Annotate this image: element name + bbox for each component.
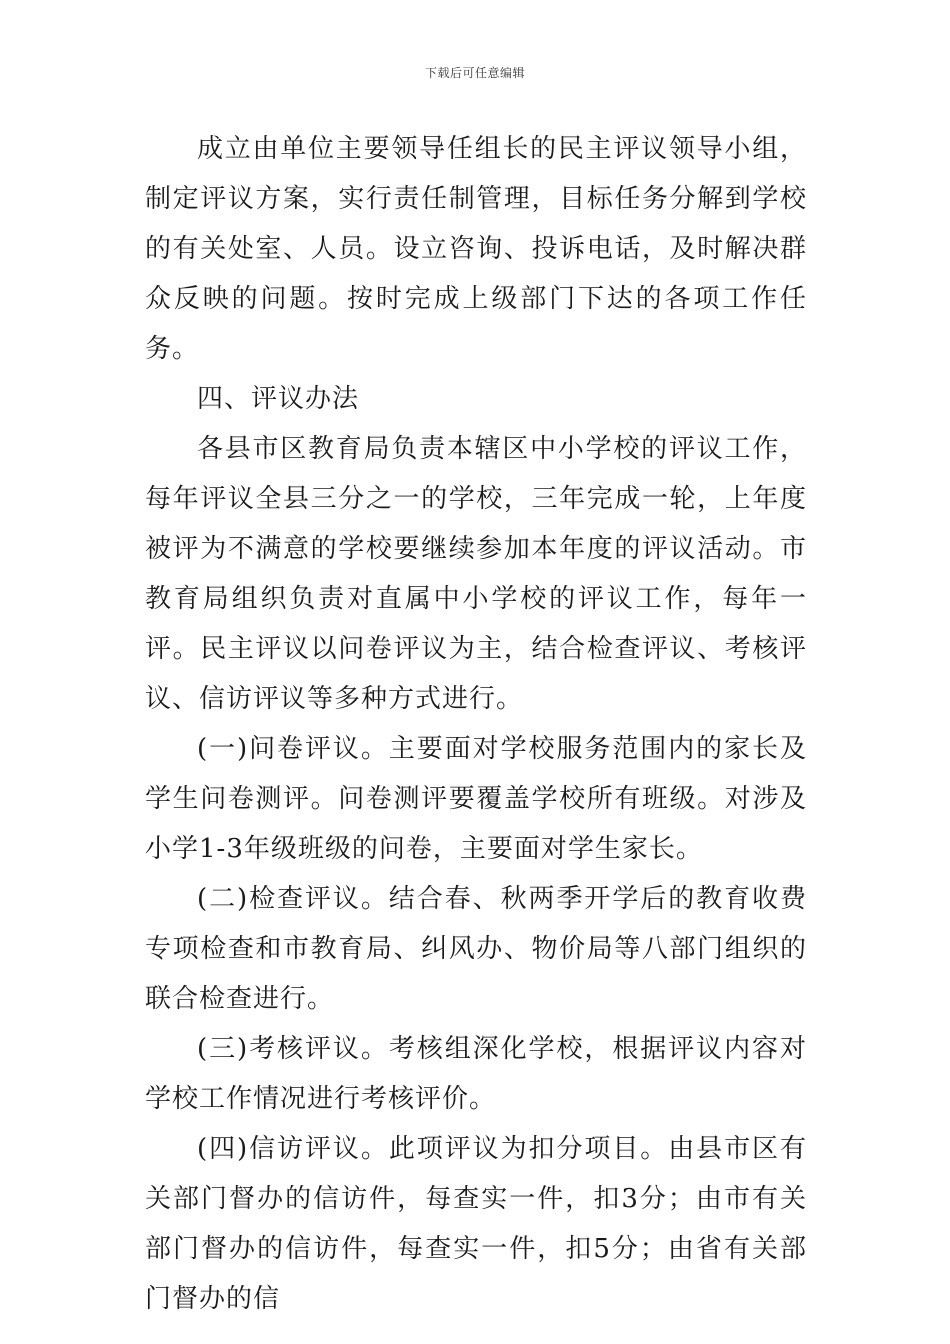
paragraph-county-evaluation: 各县市区教育局负责本辖区中小学校的评议工作，每年评议全县三分之一的学校，三年完成一轮，上年度被评为不满意的学校要继续参加本年度的评议活动。市教育局组织负责对直属中小学校的评议工作，每年一评。民主评议以问卷评议为主，结合检查评议、考核评议、信访评议等多种方式进行。 — [145, 434, 807, 714]
page-header: 下载后可任意编辑 — [424, 66, 525, 80]
paragraph-leadership: 成立由单位主要领导任组长的民主评议领导小组，制定评议方案，实行责任制管理，目标任务分解到学校的有关处室、人员。设立咨询、投诉电话，及时解决群众反映的问题。按时完成上级部门下达的各项工作任务。 — [145, 134, 807, 364]
paragraph-assessment: (三)考核评议。考核组深化学校，根据评议内容对学校工作情况进行考核评价。 — [145, 1034, 807, 1114]
section-heading-evaluation-method: 四、评议办法 — [197, 384, 360, 414]
paragraph-inspection: (二)检查评议。结合春、秋两季开学后的教育收费专项检查和市教育局、纠风办、物价局等八部门组织的联合检查进行。 — [145, 884, 807, 1014]
paragraph-questionnaire: (一)问卷评议。主要面对学校服务范围内的家长及学生问卷测评。问卷测评要覆盖学校所有班级。对涉及小学1-3年级班级的问卷，主要面对学生家长。 — [145, 734, 807, 864]
document-body — [145, 124, 807, 1324]
paragraph-petition: (四)信访评议。此项评议为扣分项目。由县市区有关部门督办的信访件，每查实一件，扣3分；由市有关部门督办的信访件，每查实一件，扣5分；由省有关部门督办的信 — [145, 1134, 807, 1314]
